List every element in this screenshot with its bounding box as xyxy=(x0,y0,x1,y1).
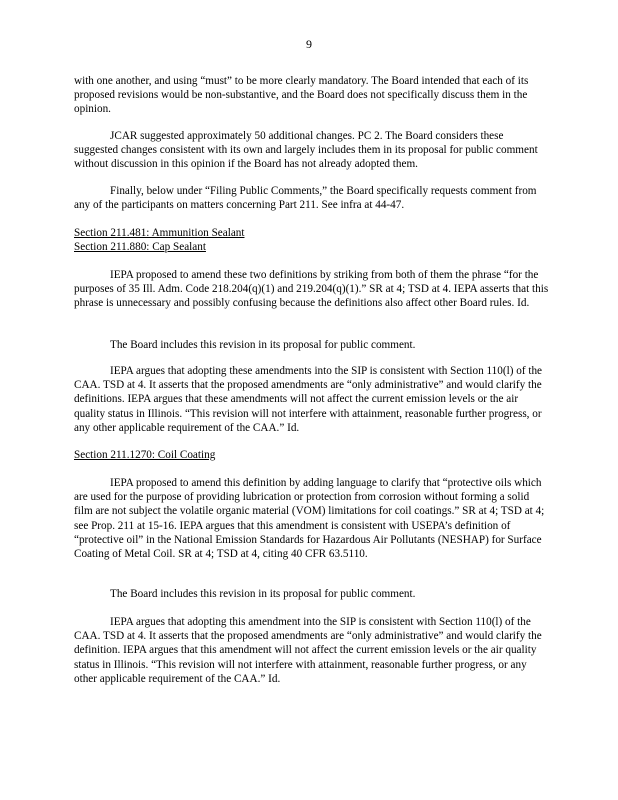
page-number: 9 xyxy=(306,37,312,51)
heading-ammunition-sealant: Section 211.481: Ammunition Sealant xyxy=(74,227,245,239)
paragraph-public-comments: Finally, below under “Filing Public Comments,” the Board specifically requests comment from any of the participants on matters concerning Part 211. See infra at 44-47. xyxy=(74,185,537,212)
paragraph-coil-proposal: IEPA proposed to amend this definition by adding language to clarify that “protective oils which are used for the purpose of providing lubrication or protection from corrosion without forming a solid film are not subject the volatile organic material (VOM) limitations for coil coatings.” SR at 4; TSD at 4; see Prop. 211 at 15-16. IEPA argues that this amendment is consistent with USEPA’s definition of “protective oil” in the National Emission Standards for Hazardous Air Pollutants (NESHAP) for Surface Coating of Metal Coil. SR at 4; TSD at 4, citing 40 CFR 63.5110. xyxy=(74,477,545,561)
heading-coil-coating: Section 211.1270: Coil Coating xyxy=(74,449,216,461)
paragraph-coil-sip: IEPA argues that adopting this amendment into the SIP is consistent with Section 110(l) of the CAA. TSD at 4. It asserts that the proposed amendments are “only administrative” and would clarify the definition. IEPA argues that this amendment will not affect the current emission levels or the air quality status in Illinois. “This revision will not interfere with attainment, reasonable further progress, or any other applicable requirement of the CAA.” Id. xyxy=(74,616,542,685)
paragraph-sealant-sip: IEPA argues that adopting these amendments into the SIP is consistent with Section 110(l) of the CAA. TSD at 4. It asserts that the proposed amendments are “only administrative” and would clarify the definitions. IEPA argues that these amendments will not affect the current emission levels or the air quality status in Illinois. “This revision will not interfere with attainment, reasonable further progress, or any other applicable requirement of the CAA.” Id. xyxy=(74,365,543,434)
paragraph-jcar: JCAR suggested approximately 50 additional changes. PC 2. The Board considers these suggested changes consistent with its own and largely includes them in its proposal for public comment without discussion in this opinion if the Board has not already adopted them. xyxy=(74,130,538,171)
paragraph-continuation: with one another, and using “must” to be more clearly mandatory. The Board intended that each of its proposed revisions would be non-substantive, and the Board does not specifically discuss them in the opinion. xyxy=(74,75,529,116)
heading-cap-sealant: Section 211.880: Cap Sealant xyxy=(74,241,206,253)
paragraph-coil-board: The Board includes this revision in its proposal for public comment. xyxy=(110,588,416,600)
paragraph-sealant-board: The Board includes this revision in its proposal for public comment. xyxy=(110,339,416,351)
paragraph-sealant-proposal: IEPA proposed to amend these two definitions by striking from both of them the phrase “for the purposes of 35 Ill. Adm. Code 218.204(q)(1) and 219.204(q)(1).” SR at 4; TSD at 4. IEPA asserts that this phrase is unnecessary and possibly confusing because the definitions also affect other Board rules. Id. xyxy=(74,269,549,310)
